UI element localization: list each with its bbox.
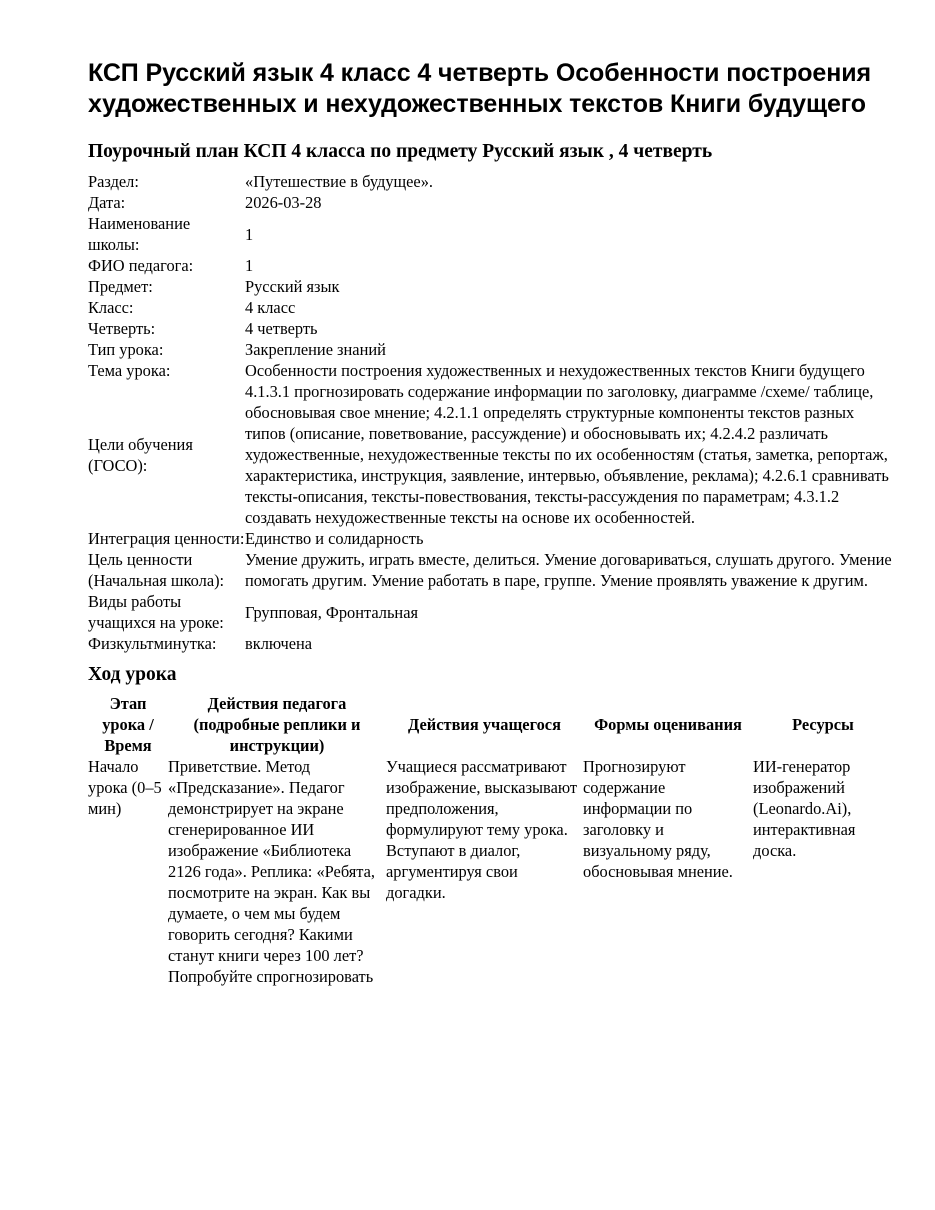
info-value: «Путешествие в будущее». <box>245 172 434 191</box>
info-label: Физкультминутка: <box>88 634 217 653</box>
info-value: Групповая, Фронтальная <box>245 602 419 622</box>
info-label: Класс: <box>88 298 134 317</box>
table-row <box>88 756 893 987</box>
info-value: 1 <box>245 224 254 244</box>
info-value: Закрепление знаний <box>245 340 386 359</box>
info-label: Наименование школы: <box>88 214 191 254</box>
info-row-subject <box>88 276 893 297</box>
lesson-info-table <box>88 171 893 654</box>
info-label: Тип урока: <box>88 340 164 359</box>
info-row-grade <box>88 297 893 318</box>
info-label: Виды работы учащихся на уроке: <box>88 592 224 632</box>
info-row-lesson-type <box>88 339 893 360</box>
info-label: Раздел: <box>88 172 139 191</box>
column-header-resources: Ресурсы <box>792 715 854 734</box>
cell-assessment: Прогнозируют содержание информации по заголовку и визуальному ряду, обосновывая мнение. <box>583 757 733 881</box>
info-value: 1 <box>245 256 254 275</box>
info-label: Тема урока: <box>88 361 171 380</box>
lesson-flow-title: Ход урока <box>88 664 177 685</box>
info-row-date <box>88 192 893 213</box>
info-row-value-integration <box>88 528 893 549</box>
info-row-value-goal <box>88 549 893 591</box>
info-row-teacher <box>88 255 893 276</box>
info-value: 4.1.3.1 прогнозировать содержание информации по заголовку, диаграмме /схеме/ таблице, обосновывая свое мнение; 4.2.1.1 определять структурные компоненты текстов разных типов (описание, поветвование, рассуждение) и обосновывать их; 4.2.4.2 различать художественные, нехудожественные тексты по их особенностям (статья, заметка, репортаж, характеристика, инструкция, заявление, интервью, объявление, реклама); 4.2.6.1 сравнивать тексты-описания, тексты-повествования, тексты-рассуждения по параметрам; 4.3.1.2 создавать нехудожественные тексты на основе их особенностей. <box>245 382 889 527</box>
info-value: Особенности построения художественных и нехудожественных текстов Книги будущего <box>245 361 865 380</box>
info-row-work-types <box>88 591 893 633</box>
info-value: 4 четверть <box>245 319 318 338</box>
document-page <box>88 58 893 987</box>
info-label: Цели обучения (ГОСО): <box>88 434 193 475</box>
cell-resources: ИИ-генератор изображений (Leonardo.Ai), интерактивная доска. <box>753 757 856 860</box>
cell-student-actions: Учащиеся рассматривают изображение, высказывают предположения, формулируют тему урока. Вступают в диалог, аргументируя свои догадки. <box>386 757 578 902</box>
info-row-school <box>88 213 893 255</box>
info-value: включена <box>245 634 313 653</box>
info-row-section <box>88 171 893 192</box>
info-label: Четверть: <box>88 319 156 338</box>
info-label: Предмет: <box>88 277 153 296</box>
info-row-exercise-break <box>88 633 893 654</box>
info-value: 4 класс <box>245 298 296 317</box>
info-value: Единство и солидарность <box>245 529 424 548</box>
document-title: КСП Русский язык 4 класс 4 четверть Особенности построения художественных и нехудожественных текстов Книги будущего <box>88 59 871 118</box>
info-value: 2026-03-28 <box>245 193 322 212</box>
column-header-assessment: Формы оценивания <box>594 715 742 734</box>
info-value: Умение дружить, играть вместе, делиться. Умение договариваться, слушать другого. Умение помогать другим. Умение работать в паре, группе. Умение проявлять уважение к другим. <box>245 550 892 590</box>
lesson-flow-table <box>88 693 893 987</box>
cell-teacher-actions: Приветствие. Метод «Предсказание». Педагог демонстрирует на экране сгенерированное ИИ изображение «Библиотека 2126 года». Реплика: «Ребята, посмотрите на экран. Как вы думаете, о чем мы будем говорить сегодня? Какими станут книги через 100 лет? Попробуйте спрогнозировать <box>168 757 376 986</box>
cell-stage: Начало урока (0–5 мин) <box>88 757 162 818</box>
column-header-teacher-actions: Действия педагога (подробные реплики и инструкции) <box>193 694 361 755</box>
info-value: Русский язык <box>245 277 340 296</box>
info-row-topic <box>88 360 893 381</box>
info-label: ФИО педагога: <box>88 256 194 275</box>
info-label: Дата: <box>88 193 126 212</box>
column-header-student-actions: Действия учащегося <box>408 715 561 734</box>
info-label: Цель ценности (Начальная школа): <box>88 550 225 590</box>
plan-title: Поурочный план КСП 4 класса по предмету Русский язык , 4 четверть <box>88 141 713 162</box>
info-row-objectives <box>88 381 893 528</box>
info-row-quarter <box>88 318 893 339</box>
lesson-table-header-row <box>88 693 893 756</box>
column-header-stage: Этап урока / Время <box>102 694 154 755</box>
info-label: Интеграция ценности: <box>88 529 245 548</box>
